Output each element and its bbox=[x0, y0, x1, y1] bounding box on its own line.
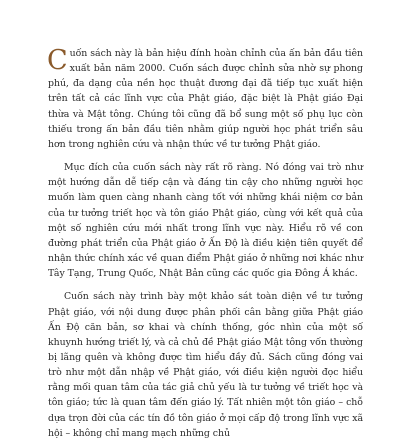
paragraph-3: Cuốn sách này trình bày một khảo sát toàn diện về tư tưởng Phật giáo, với nội dung được phân phối cân bằng giữa Phật giáo Ấn Độ căn bản, sơ khai và chính thống, góc nhìn của một số khuynh hướng triết lý, và cả chủ đề Phật giáo Mật tông vốn thường bị lãng quên và không được tìm hiểu đầy đủ. Sách cũng đóng vai trò như một dẫn nhập về Phật giáo, với điều kiện người đọc hiểu rằng mối quan tâm của tác giả chủ yếu là tư tưởng về triết học và tôn giáo; tức là quan tâm đến giáo lý. Tất nhiên một tôn giáo – chỗ dựa trọn đời của các tín đồ tôn giáo ở mọi cấp độ trong lĩnh vực xã hội – không chỉ mang mạch những chủ bbox=[48, 291, 363, 439]
drop-cap: C bbox=[47, 45, 68, 76]
paragraph-2: Mục đích của cuốn sách này rất rõ ràng. Nó đóng vai trò như một hướng dẫn dễ tiếp cận và đáng tin cậy cho những người học muốn làm quen càng nhanh càng tốt với những khái niệm cơ bản của tư tưởng triết học và tôn giáo Phật giáo, cùng với kết quả của một số nghiên cứu mới nhất trong lĩnh vực này. Hiểu rõ về con đường phát triển của Phật giáo ở Ấn Độ là điều kiện tiên quyết để nhận thức chính xác về quan điểm Phật giáo ở những nơi khác như Tây Tạng, Trung Quốc, Nhật Bản cũng các quốc gia Đông Á khác. bbox=[48, 162, 363, 280]
body-text bbox=[48, 46, 363, 441]
paragraph-1-text: uốn sách này là bản hiệu đính hoàn chỉnh của ấn bản đầu tiên xuất bản năm 2000. Cuốn sách được chỉnh sửa nhờ sự phong phú, đa dạng của nền học thuật đương đại đã tiếp tục xuất hiện trên tất cả các lĩnh vực của Phật giáo, đặc biệt là Phật giáo Đại thừa và Mật tông. Chúng tôi cũng đã bổ sung một số phụ lục còn thiếu trong ấn bản đầu tiên nhằm giúp người học phát triển sâu hơn trong nghiên cứu và nhận thức về tư tưởng Phật giáo. bbox=[48, 48, 363, 150]
paragraph-1 bbox=[48, 46, 363, 152]
